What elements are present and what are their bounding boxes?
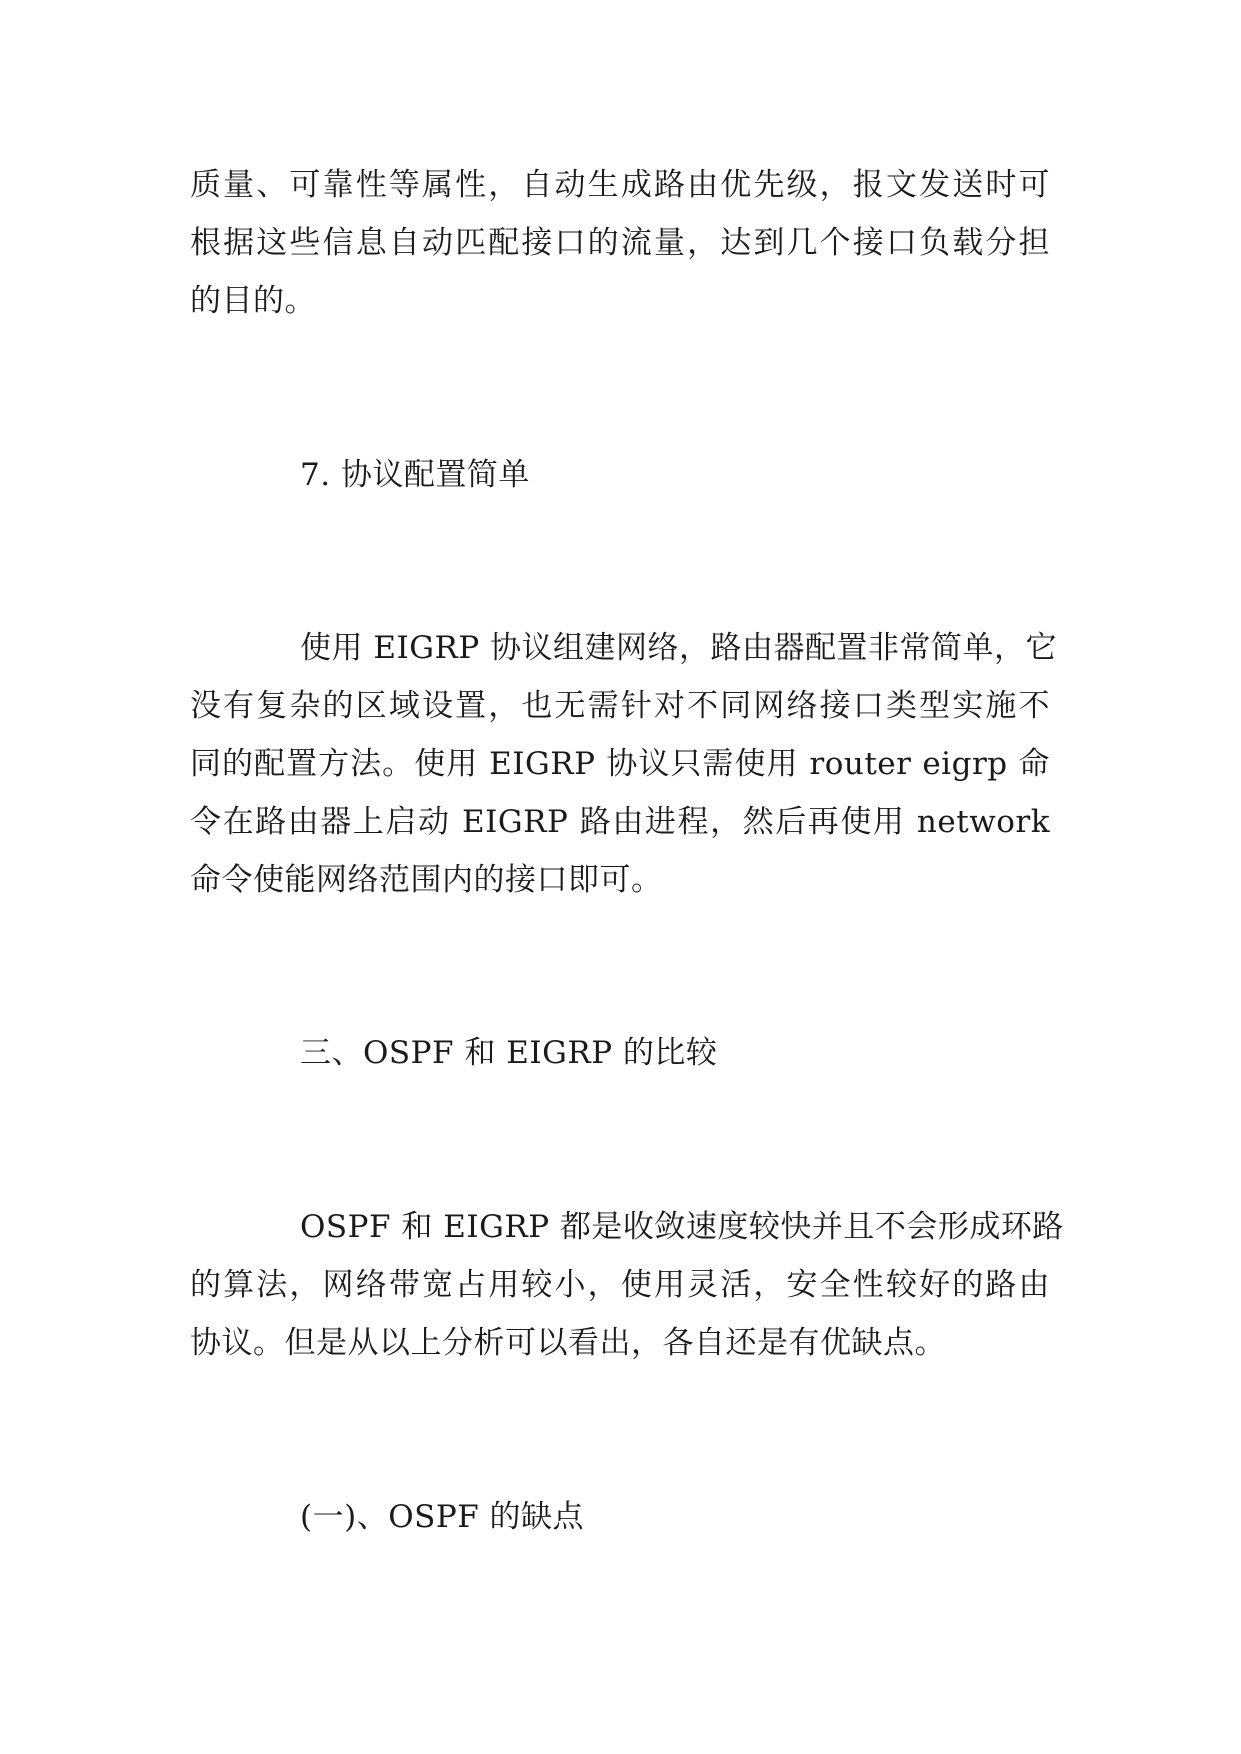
paragraph-line: 没有复杂的区域设置，也无需针对不同网络接口类型实施不	[190, 688, 1050, 724]
section-heading: 三、OSPF 和 EIGRP 的比较	[300, 1035, 718, 1071]
paragraph-line: 协议。但是从以上分析可以看出，各自还是有优缺点。	[190, 1325, 946, 1361]
paragraph-line: 命令使能网络范围内的接口即可。	[190, 862, 663, 898]
paragraph-line: 的算法，网络带宽占用较小，使用灵活，安全性较好的路由	[190, 1267, 1050, 1303]
paragraph-line: 的目的。	[190, 283, 316, 319]
paragraph-line: 质量、可靠性等属性，自动生成路由优先级，报文发送时可	[190, 167, 1050, 203]
paragraph-line: 令在路由器上启动 EIGRP 路由进程，然后再使用 network	[190, 804, 1050, 840]
paragraph-line: OSPF 和 EIGRP 都是收敛速度较快并且不会形成环路	[300, 1209, 1064, 1245]
subsection-heading: (一)、OSPF 的缺点	[300, 1499, 585, 1535]
paragraph-line: 根据这些信息自动匹配接口的流量，达到几个接口负载分担	[190, 225, 1050, 261]
section-heading: 7. 协议配置简单	[300, 457, 530, 493]
paragraph-line: 使用 EIGRP 协议组建网络，路由器配置非常简单，它	[300, 630, 1058, 666]
paragraph-line: 同的配置方法。使用 EIGRP 协议只需使用 router eigrp 命	[190, 746, 1050, 782]
